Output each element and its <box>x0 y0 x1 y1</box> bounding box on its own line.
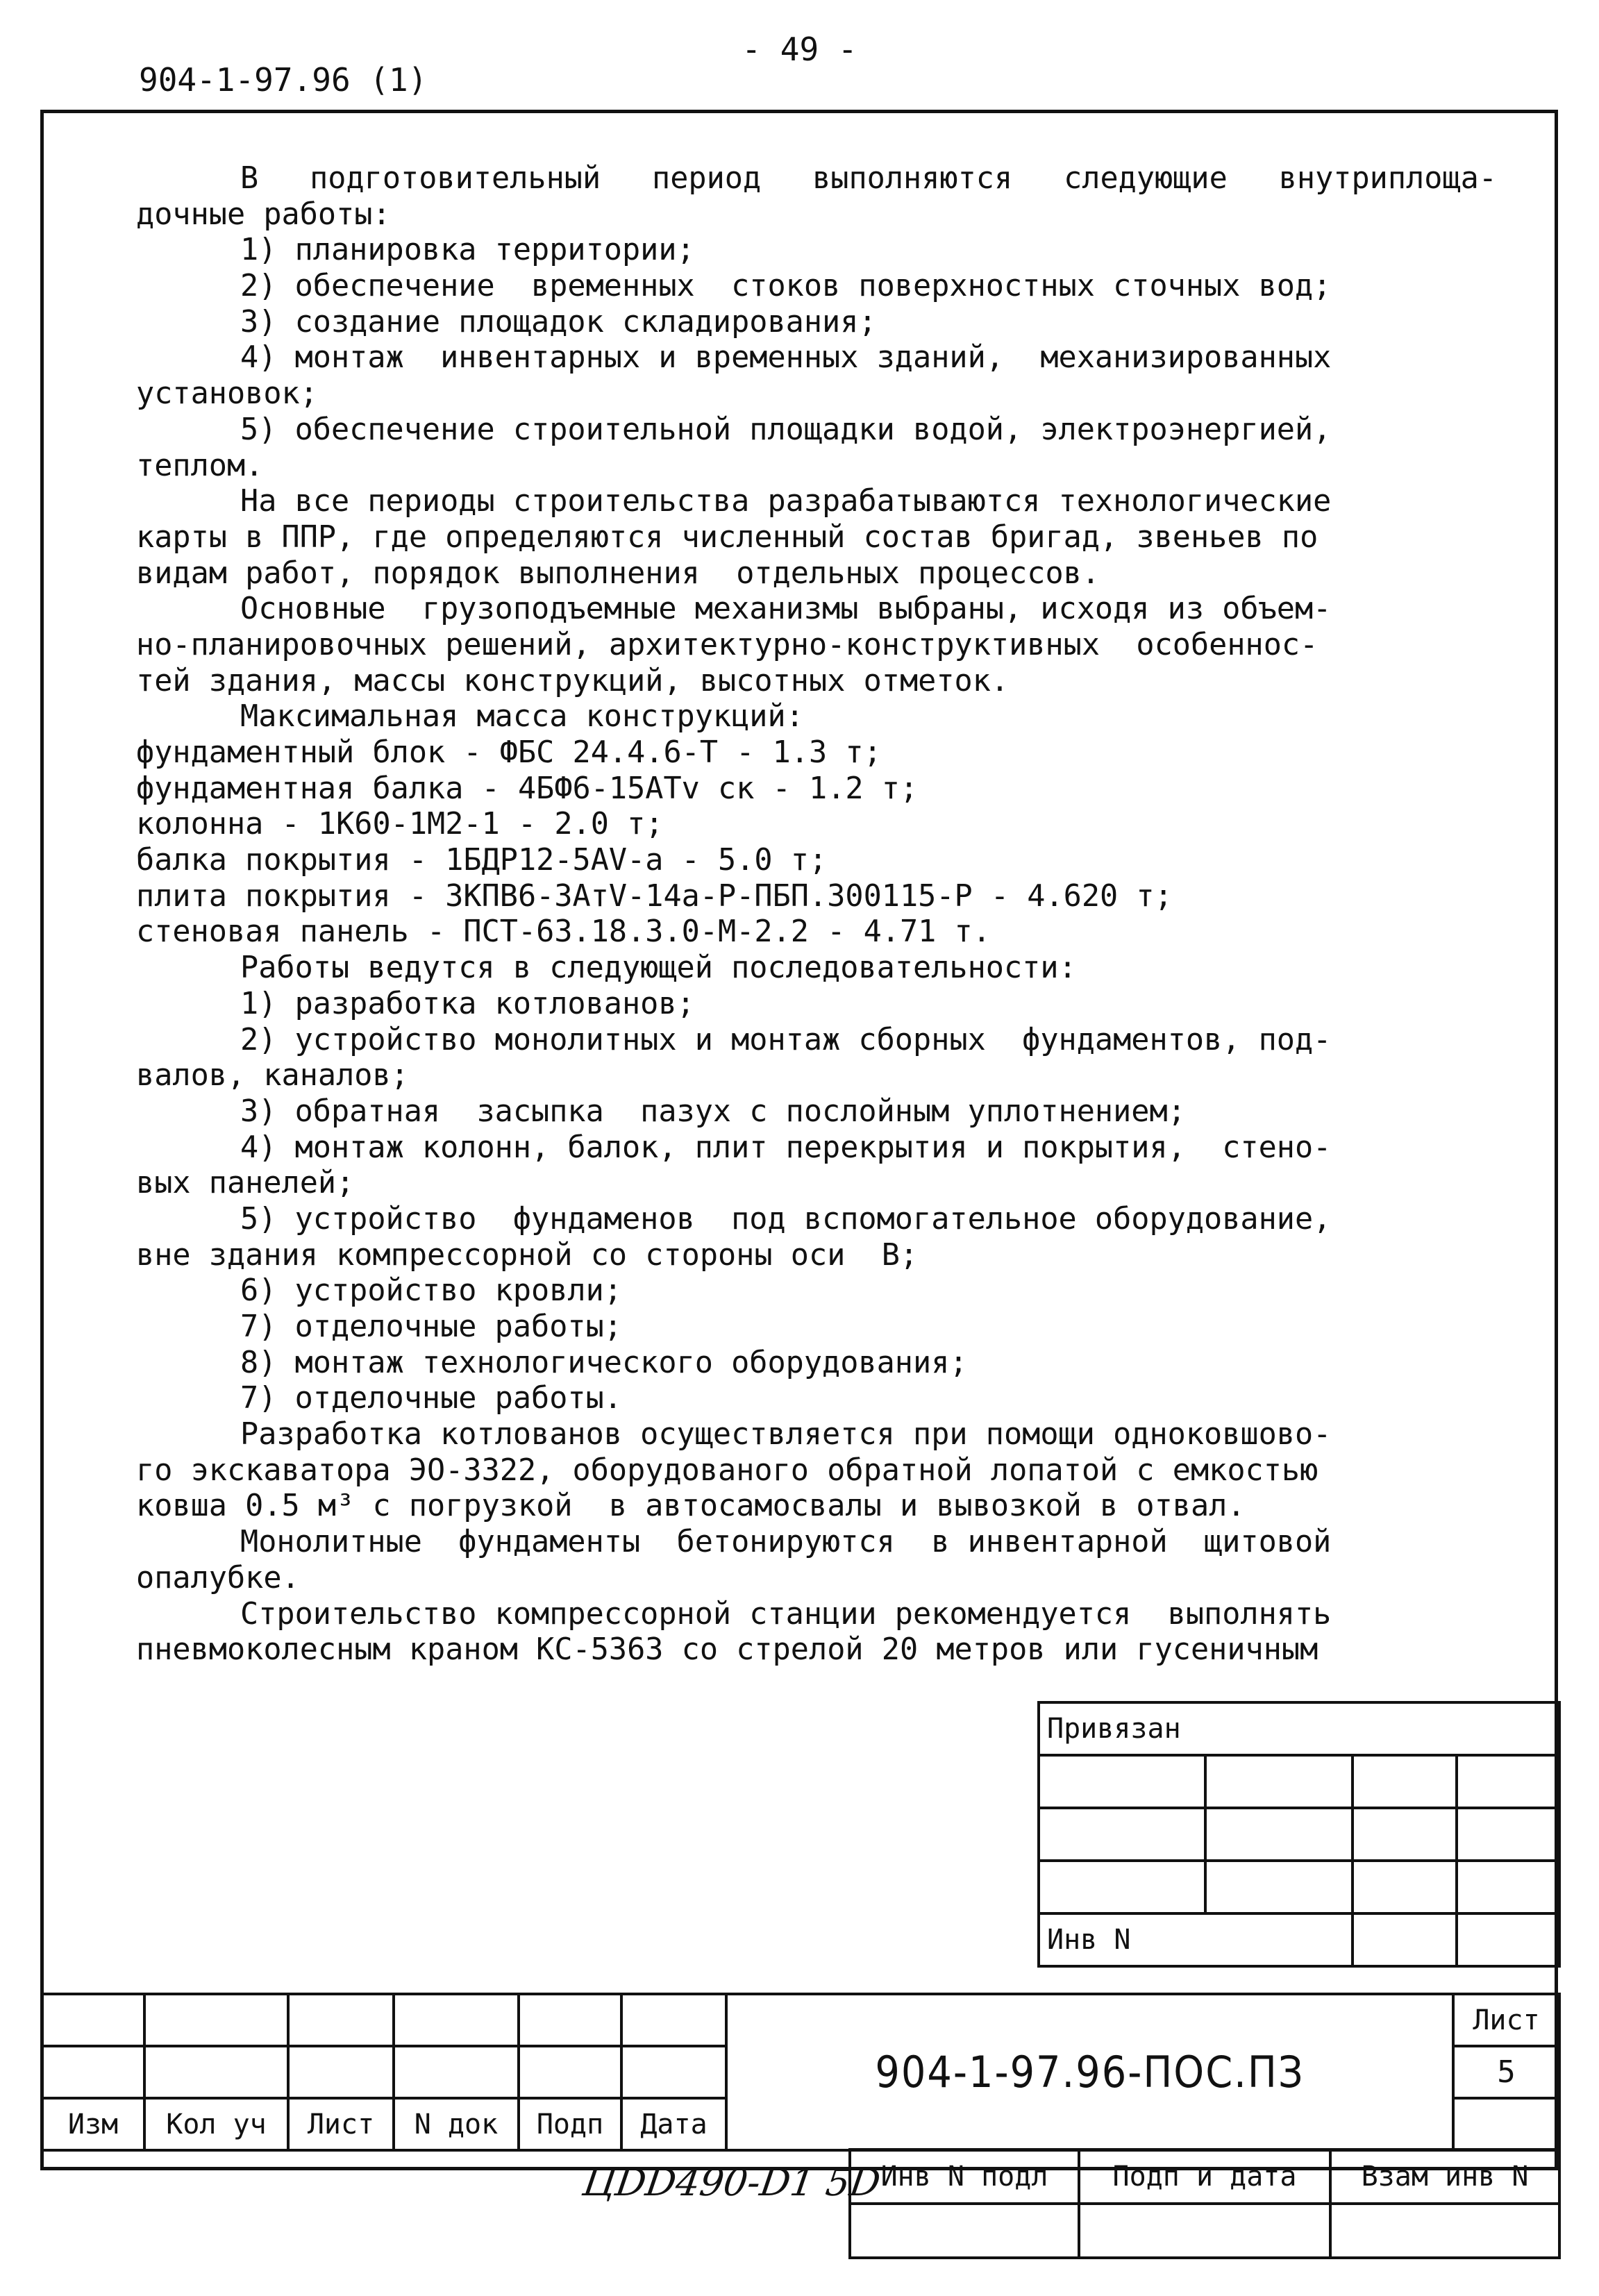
stamp-cell <box>1205 1808 1353 1861</box>
text-line: 1) планировка территории; <box>240 233 695 268</box>
document-code: 904-1-97.96-ПОС.ПЗ <box>726 1994 1453 2150</box>
text-line: видам работ, порядок выполнения отдельных процессов. <box>136 555 1100 591</box>
binding-stamp <box>1037 1701 1561 1968</box>
text-line: валов, каналов; <box>136 1058 409 1093</box>
bottom-cell <box>1079 2204 1330 2258</box>
text-line: 4) монтаж инвентарных и временных зданий, механизированных <box>240 340 1332 376</box>
header-list: Лист <box>288 2098 394 2150</box>
text-line: карты в ППР, где определяются численный состав бригад, звеньев по <box>136 519 1318 555</box>
text-line: 3) создание площадок складирования; <box>240 304 877 340</box>
text-line: 2) обеспечение временных стоков поверхностных сточных вод; <box>240 269 1332 304</box>
body-text <box>136 161 1497 1668</box>
text-line: установок; <box>136 376 318 412</box>
text-line: фундаментная балка - 4БФ6-15АТv ск - 1.2 т; <box>136 771 919 806</box>
stamp-cell <box>1353 1913 1457 1966</box>
text-line: 4) монтаж колонн, балок, плит перекрытия и покрытия, стено- <box>240 1130 1332 1165</box>
bottom-stamp <box>848 2148 1561 2259</box>
text-line: ковша 0.5 м³ с погрузкой в автосамосвалы и вывозкой в отвал. <box>136 1489 1246 1524</box>
header-n-dok: N док <box>394 2098 519 2150</box>
inv-n-podl-label: Инв N подл <box>850 2150 1079 2204</box>
text-line: Строительство компрессорной станции рекомендуется выполнять <box>240 1596 1332 1632</box>
title-cell <box>394 2046 519 2098</box>
header-data: Дата <box>621 2098 726 2150</box>
text-line: 5) устройство фундаменов под вспомогательное оборудование, <box>240 1201 1332 1237</box>
header-podp: Подп <box>519 2098 621 2150</box>
stamp-cell <box>1039 1808 1205 1861</box>
title-cell <box>621 1994 726 2046</box>
archive-number: ЦDD490-D1 5D <box>580 2161 883 2204</box>
title-cell <box>144 2046 288 2098</box>
text-line: В подготовительный период выполняются следующие внутриплоща- <box>240 161 1497 196</box>
text-line: фундаментный блок - ФБС 24.4.6-Т - 1.3 т; <box>136 735 882 770</box>
text-line: дочные работы: <box>136 196 391 232</box>
text-line: На все периоды строительства разрабатываются технологические <box>240 484 1332 519</box>
title-cell <box>288 1994 394 2046</box>
title-cell <box>621 2046 726 2098</box>
title-block <box>40 1993 1561 2152</box>
title-cell <box>42 2046 144 2098</box>
header-izm: Изм <box>42 2098 144 2150</box>
text-line: Разработка котлованов осуществляется при помощи одноковшово- <box>240 1417 1332 1452</box>
text-line: 7) отделочные работы; <box>240 1309 622 1344</box>
text-line: 7) отделочные работы. <box>240 1381 622 1416</box>
title-cell <box>394 1994 519 2046</box>
text-line: балка покрытия - 1БДР12-5AV-а - 5.0 т; <box>136 843 828 878</box>
header-doc-code: 904-1-97.96 (1) <box>139 61 428 99</box>
stamp-cell <box>1457 1861 1559 1913</box>
text-line: пневмоколесным краном КС-5363 со стрелой 20 метров или гусеничным <box>136 1632 1318 1668</box>
text-line: колонна - 1К60-1М2-1 - 2.0 т; <box>136 807 664 842</box>
text-line: вне здания компрессорной со стороны оси В; <box>136 1237 919 1273</box>
text-line: 3) обратная засыпка пазух с послойным уплотнением; <box>240 1093 1186 1129</box>
stamp-cell <box>1457 1808 1559 1861</box>
stamp-cell <box>1353 1808 1457 1861</box>
text-line: Работы ведутся в следующей последовательности: <box>240 950 1077 986</box>
text-line: тей здания, массы конструкций, высотных отметок. <box>136 663 1010 698</box>
inventory-label: Инв N <box>1039 1913 1353 1966</box>
stamp-cell <box>1353 1861 1457 1913</box>
text-line: 8) монтаж технологического оборудования; <box>240 1345 968 1380</box>
bottom-cell <box>850 2204 1079 2258</box>
text-line: Основные грузоподъемные механизмы выбраны, исходя из объем- <box>240 592 1332 627</box>
text-line: опалубке. <box>136 1560 300 1595</box>
title-cell <box>288 2046 394 2098</box>
title-cell <box>519 1994 621 2046</box>
page-number: - 49 - <box>742 31 857 68</box>
title-cell <box>1453 2098 1559 2150</box>
text-line: стеновая панель - ПСТ-63.18.3.0-М-2.2 - 4.71 т. <box>136 914 991 950</box>
bottom-cell <box>1330 2204 1559 2258</box>
podp-i-data-label: Подп и дата <box>1079 2150 1330 2204</box>
title-cell <box>519 2046 621 2098</box>
text-line: Монолитные фундаменты бетонируются в инвентарной щитовой <box>240 1525 1332 1560</box>
stamp-cell <box>1353 1755 1457 1808</box>
title-cell <box>42 1994 144 2046</box>
stamp-cell <box>1039 1861 1205 1913</box>
text-line: теплом. <box>136 448 264 483</box>
text-line: 2) устройство монолитных и монтаж сборных фундаментов, под- <box>240 1022 1332 1057</box>
stamp-cell <box>1205 1755 1353 1808</box>
text-line: го экскаватора ЭО-3322, оборудованого обратной лопатой с емкостью <box>136 1452 1318 1488</box>
vzam-inv-label: Взам инв N <box>1330 2150 1559 2204</box>
text-line: плита покрытия - 3КПВ6-3АтV-14а-Р-ПБП.300115-Р - 4.620 т; <box>136 878 1173 914</box>
stamp-cell <box>1205 1861 1353 1913</box>
text-line: 5) обеспечение строительной площадки водой, электроэнергией, <box>240 412 1332 447</box>
title-cell <box>144 1994 288 2046</box>
text-line: Максимальная масса конструкций: <box>240 699 804 735</box>
sheet-number: 5 <box>1453 2046 1559 2098</box>
sheet-label: Лист <box>1453 1994 1559 2046</box>
text-line: 6) устройство кровли; <box>240 1273 622 1309</box>
header-kol-uch: Кол уч <box>144 2098 288 2150</box>
stamp-cell <box>1457 1755 1559 1808</box>
stamp-cell <box>1457 1913 1559 1966</box>
text-line: но-планировочных решений, архитектурно-конструктивных особеннос- <box>136 627 1318 662</box>
text-line: 1) разработка котлованов; <box>240 986 695 1021</box>
text-line: вых панелей; <box>136 1166 355 1201</box>
stamp-cell <box>1039 1755 1205 1808</box>
binding-label: Привязан <box>1039 1702 1559 1755</box>
